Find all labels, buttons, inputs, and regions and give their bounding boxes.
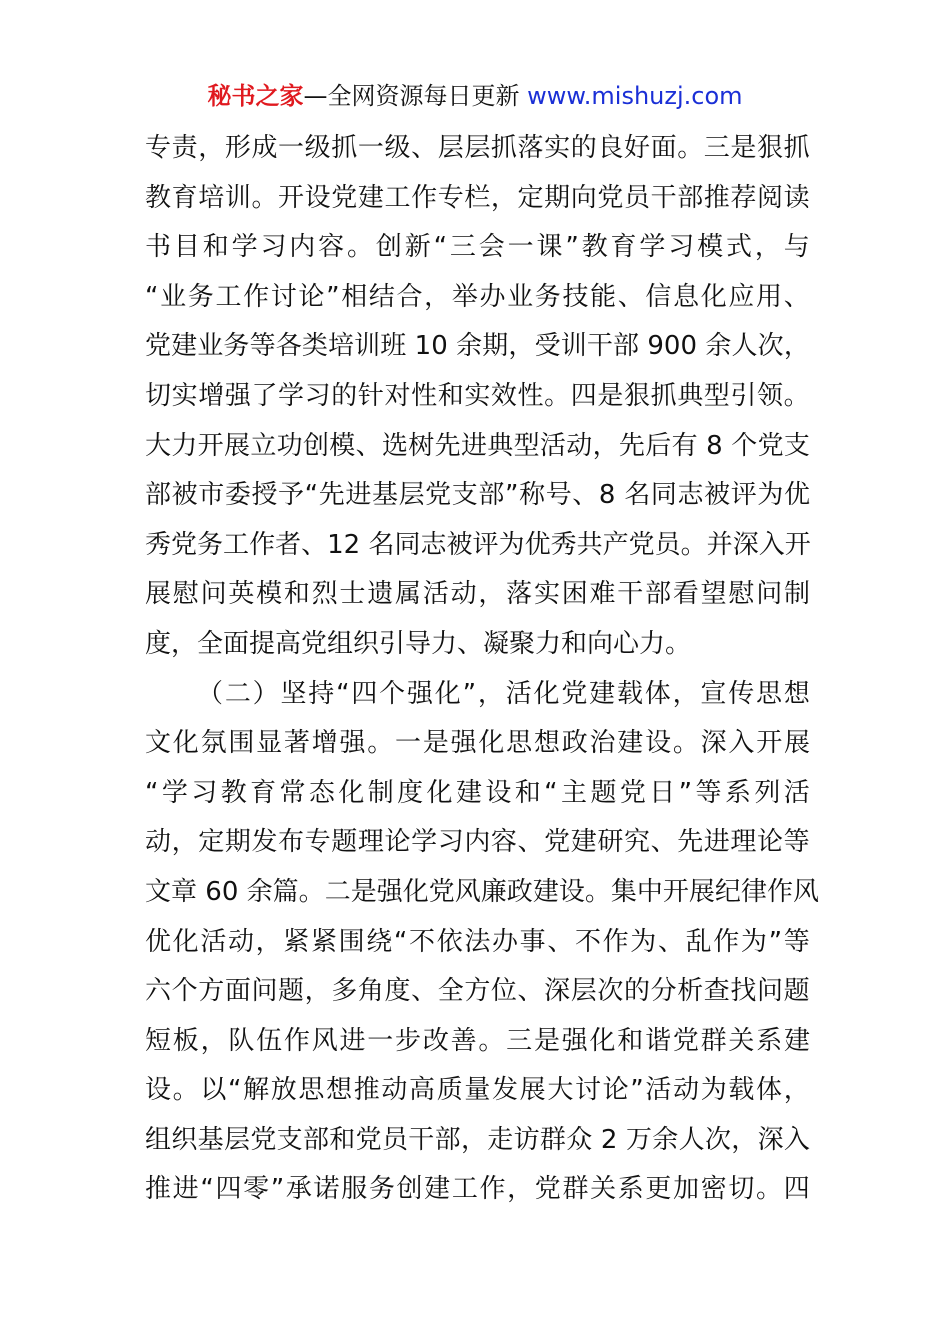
header-dash: — [303, 82, 328, 110]
document-body [145, 124, 819, 1215]
header-tagline: 全网资源每日更新 [327, 82, 520, 110]
text-line: 展 慰 问 英 模 和 烈 士 遗 属 活 动 ， 落 实 困 难 干 部 看 望 慰 问 制 [145, 579, 810, 610]
site-brand: 秘书之家 [207, 82, 304, 110]
site-url[interactable]: www.mishuzj.com [527, 82, 743, 110]
text-line: 短 板 ， 队 伍 作 风 进 一 步 改 善 。 三 是 强 化 和 谐 党 群 关 系 建 [145, 1025, 810, 1056]
text-line: （ 二 ） 坚 持 “ 四 个 强 化 ” ， 活 化 党 建 载 体 ， 宣 传 思 想 [197, 678, 810, 709]
text-line: 组 织 基 层 党 支 部 和 党 员 干 部 ， 走 访 群 众 2 万 余 人 次 ， 深 入 [145, 1124, 810, 1155]
text-line: “ 业 务 工 作 讨 论 ” 相 结 合 ， 举 办 业 务 技 能 、 信 息 化 应 用 、 [145, 281, 810, 312]
text-line: 党 建 业 务 等 各 类 培 训 班 10 余 期 ， 受 训 干 部 900 余 人 次 ， [145, 331, 810, 362]
text-line: 设 。 以 “ 解 放 思 想 推 动 高 质 量 发 展 大 讨 论 ” 活 动 为 载 体 ， [145, 1075, 810, 1106]
text-line: 文 章 60 余 篇 。 二 是 强 化 党 风 廉 政 建 设 。 集 中 开 展 纪 律 作 风 [145, 876, 819, 907]
text-line: 部 被 市 委 授 予 “ 先 进 基 层 党 支 部 ” 称 号 、 8 名 同 志 被 评 为 优 [145, 480, 810, 511]
text-line: 六 个 方 面 问 题 ， 多 角 度 、 全 方 位 、 深 层 次 的 分 析 查 找 问 题 [145, 976, 810, 1007]
text-line: 秀 党 务 工 作 者 、 12 名 同 志 被 评 为 优 秀 共 产 党 员 。 并 深 入 开 [145, 529, 811, 560]
text-line: 优 化 活 动 ， 紧 紧 围 绕 “ 不 依 法 办 事 、 不 作 为 、 乱 作 为 ” 等 [145, 926, 810, 957]
text-line: 大 力 开 展 立 功 创 模 、 选 树 先 进 典 型 活 动 ， 先 后 有 8 个 党 支 [145, 430, 810, 461]
page-header [0, 80, 950, 112]
text-line: 动 ， 定 期 发 布 专 题 理 论 学 习 内 容 、 党 建 研 究 、 先 进 理 论 等 [145, 827, 810, 858]
text-line: 推 进 “ 四 零 ” 承 诺 服 务 创 建 工 作 ， 党 群 关 系 更 加 密 切 。 四 [145, 1174, 810, 1205]
text-line: “ 学 习 教 育 常 态 化 制 度 化 建 设 和 “ 主 题 党 日 ” 等 系 列 活 [145, 777, 810, 808]
text-line: 专 责 ， 形 成 一 级 抓 一 级 、 层 层 抓 落 实 的 良 好 面 。 三 是 狠 抓 [145, 133, 810, 163]
text-line: 教 育 培 训 。 开 设 党 建 工 作 专 栏 ， 定 期 向 党 员 干 部 推 荐 阅 读 [145, 182, 810, 213]
text-line: 文 化 氛 围 显 著 增 强 。 一 是 强 化 思 想 政 治 建 设 。 深 入 开 展 [145, 728, 810, 759]
text-line: 书 目 和 学 习 内 容 。 创 新 “ 三 会 一 课 ” 教 育 学 习 模 式 ， 与 [145, 232, 810, 263]
text-line: 切 实 增 强 了 学 习 的 针 对 性 和 实 效 性 。 四 是 狠 抓 典 型 引 领 。 [145, 380, 810, 411]
text-line: 度，全面提高党组织引导力、凝聚力和向心力。 [145, 628, 692, 659]
